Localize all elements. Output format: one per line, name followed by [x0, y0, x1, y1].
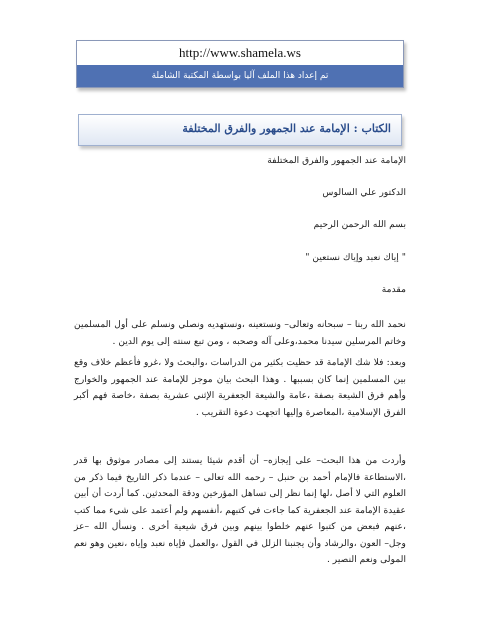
source-header — [76, 40, 404, 88]
title-repeat: الإمامة عند الجمهور والفرق المختلفة — [267, 155, 406, 166]
author-line: الدكتور علي السالوس — [322, 187, 406, 198]
intro-heading: مقدمة — [381, 284, 406, 295]
paragraph-2: وبعد: فلا شك الإمامة قد حظيت بكثير من الدراسات ،والبحث ولا ،غرو فأعظم خلاف وقع بين المسلمين إنما كان بسببها . وهذا البحث بيان موجز للإمامة عند الجمهور والخوارج وأهم فرق الشيعة بصفة ،عامة والشيعة الجعفرية الإثني عشرية بصفة ،خاصة فهم أكبر الفرق الإسلامية ،المعاصرة وإليها اتجهت دعوة التقريب . — [74, 357, 406, 418]
paragraph-3: وأردت من هذا البحث– على إيجازه– أن أقدم شيئا يستند إلى مصادر موثوق بها قدر ،الاستطاعة فالإمام أحمد بن حنبل – رحمه الله تعالى – عندما ذكر التاريخ فيما ذكر من العلوم التي لا أصل ،لها إنما نظر إلى تساهل المؤرخين ودقة المحدثين. كما أردت أن أبين عقيدة الإمامة عند الجعفرية كما جاءت في كتبهم ،أنفسهم ولم أعتمد على شيء مما كتب ،عنهم فبعض من كتبوا عنهم خلطوا بينهم وبين فرق شيعية أخرى . ونسأل الله –عز وجل– العون ،والرشاد وأن يجنبنا الزلل في القول ،والعمل فإياه نعبد وإياه ،نعين وهو نعم المولى ونعم النصير . — [74, 455, 406, 565]
book-title: الكتاب : الإمامة عند الجمهور والفرق المختلفة — [182, 122, 391, 135]
source-subtitle: تم إعداد هذا الملف آليا بواسطة المكتبة الشاملة — [77, 65, 403, 87]
source-url[interactable]: http://www.shamela.ws — [179, 45, 301, 60]
basmala-line: بسم الله الرحمن الرحيم — [313, 219, 406, 230]
paragraph-1: نحمد الله ربنا – سبحانه وتعالى– ونستعينه ،ونستهديه ونصلي ونسلم على أول المسلمين وخاتم المرسلين سيدنا محمد،وعلى آله وصحبه ، ومن تبع سنته إلى يوم الدين . — [74, 319, 406, 347]
verse-line: " إياك نعبد وإياك نستعين " — [305, 252, 406, 263]
book-title-box — [78, 114, 402, 146]
